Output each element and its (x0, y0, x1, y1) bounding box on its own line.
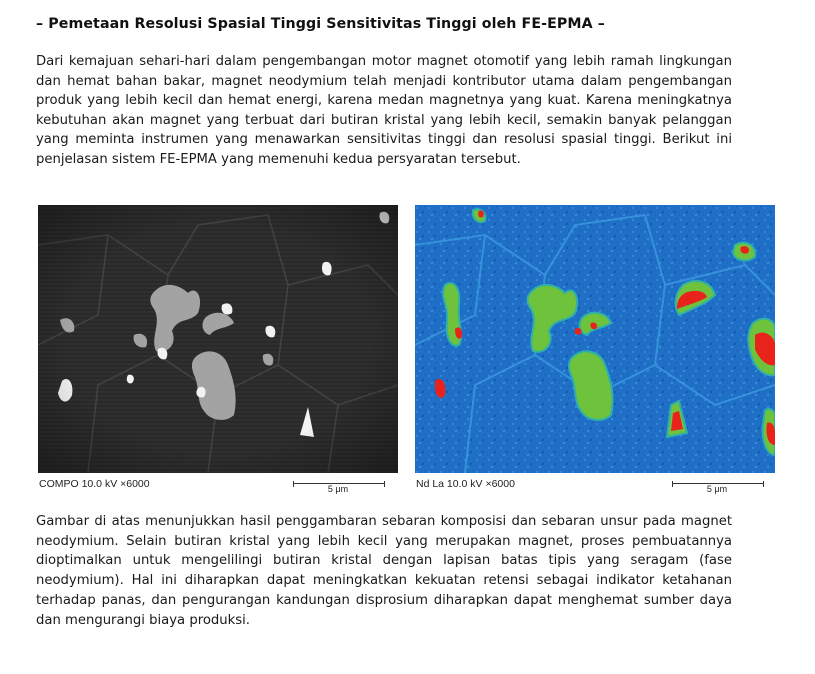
conclusion-paragraph: Gambar di atas menunjukkan hasil penggambaran sebaran komposisi dan sebaran unsur pada magnet neodymium. Selain butiran kristal yang lebih kecil yang merupakan magnet, proses pembuatannya dioptimalkan untuk mengelilingi butiran kristal dengan lapisan batas tipis yang seragam (fase neodymium). Hal ini diharapkan dapat meningkatkan kekuatan retensi sebagai indikator ketahanan terhadap panas, dan pengurangan kandungan disprosium diharapkan dapat menghemat sumber daya dan mengurangi biaya produksi. (36, 514, 732, 628)
intro-paragraph: Dari kemajuan sehari-hari dalam pengembangan motor magnet otomotif yang lebih ramah lingkungan dan hemat bahan bakar, magnet neodymium telah menjadi kontributor utama dalam pengembangan produk yang lebih kecil dan hemat energi, karena medan magnetnya yang kuat. Karena meningkatnya kebutuhan akan magnet yang terbuat dari butiran kristal yang lebih kecil, semakin banyak pelanggan yang meminta instrumen yang menawarkan sensitivitas tinggi dan resolusi spasial tinggi. Berikut ini penjelasan sistem FE-EPMA yang memenuhi kedua persyaratan tersebut. (36, 54, 732, 167)
map-scale-label: 5 μm (706, 484, 728, 494)
compo-sem-image (38, 205, 398, 473)
compo-caption: COMPO 10.0 kV ×6000 (39, 478, 150, 490)
compo-scale-label: 5 μm (327, 484, 349, 494)
nd-elemental-map-image (415, 205, 775, 473)
compo-caption-bar (38, 474, 398, 492)
map-caption-bar (415, 474, 775, 492)
map-caption: Nd La 10.0 kV ×6000 (416, 478, 515, 490)
article-title: – Pemetaan Resolusi Spasial Tinggi Sensitivitas Tinggi oleh FE-EPMA – (36, 16, 605, 32)
